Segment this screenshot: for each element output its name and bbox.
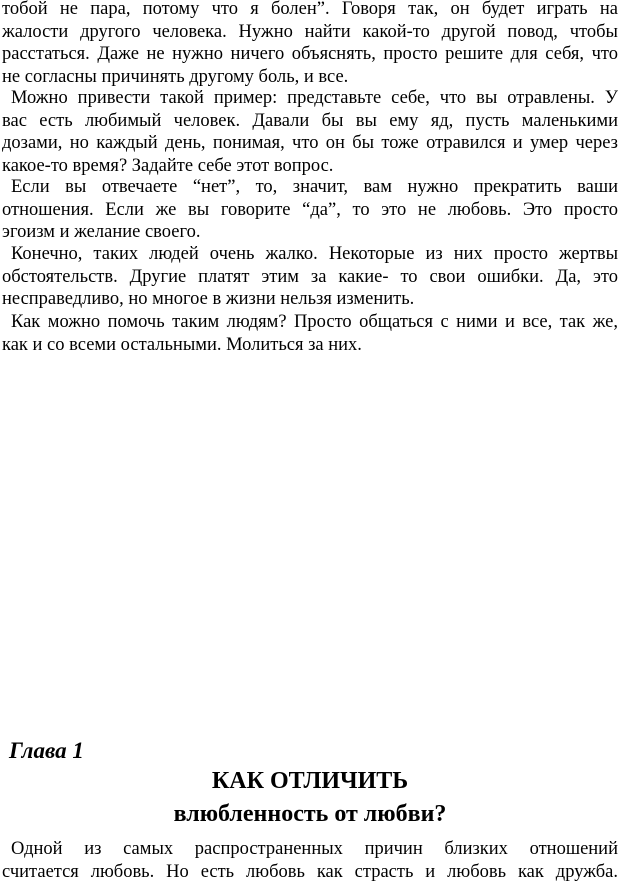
text-line: вас есть любимый человек. Давали бы вы ему яд, пусть маленькими	[2, 110, 618, 131]
text-line: тобой не пара, потому что я болен”. Говоря так, он будет играть на	[2, 0, 618, 19]
text-line: несправедливо, но многое в жизни нельзя изменить.	[2, 289, 415, 310]
text-line: отношения. Если же вы говорите “да”, то это не любовь. Это просто	[2, 199, 618, 220]
text-line: дозами, но каждый день, понимая, что он бы тоже отравился и умер через	[2, 133, 618, 154]
chapter-title-line-2: влюбленность от любви?	[173, 801, 447, 827]
text-line: какое-то время? Задайте себе этот вопрос.	[2, 155, 334, 176]
paragraph-5	[2, 311, 618, 356]
chapter-label: Глава 1	[9, 738, 84, 763]
text-line: расстаться. Даже не нужно ничего объяснять, просто решите для себя, что	[2, 44, 618, 65]
text-line: не согласны причинять другому боль, и все.	[2, 66, 349, 87]
text-line: Конечно, таких людей очень жалко. Некоторые из них просто жертвы	[11, 244, 618, 264]
text-line: Можно привести такой пример: представьте себе, что вы отравлены. У	[11, 88, 618, 108]
text-line: обстоятельств. Другие платят этим за какие- то свои ошибки. Да, это	[2, 266, 618, 287]
paragraph-4	[2, 243, 618, 311]
chapter-paragraph	[2, 838, 618, 883]
text-line: считается любовь. Но есть любовь как страсть и любовь как дружба.	[2, 861, 618, 882]
text-line: Одной из самых распространенных причин близких отношений	[11, 839, 618, 859]
chapter-title-line-1: КАК ОТЛИЧИТЬ	[211, 768, 409, 794]
paragraph-1	[2, 0, 618, 88]
text-line: Как можно помочь таким людям? Просто общаться с ними и все, так же,	[11, 312, 618, 332]
text-line: как и со всеми остальными. Молиться за них.	[2, 334, 362, 355]
text-line: жалости другого человека. Нужно найти какой-то другой повод, чтобы	[2, 21, 618, 42]
paragraph-2	[2, 87, 618, 177]
text-line: Если вы отвечаете “нет”, то, значит, вам нужно прекратить ваши	[11, 177, 618, 197]
text-line: эгоизм и желание своего.	[2, 222, 201, 243]
paragraph-3	[2, 176, 618, 244]
